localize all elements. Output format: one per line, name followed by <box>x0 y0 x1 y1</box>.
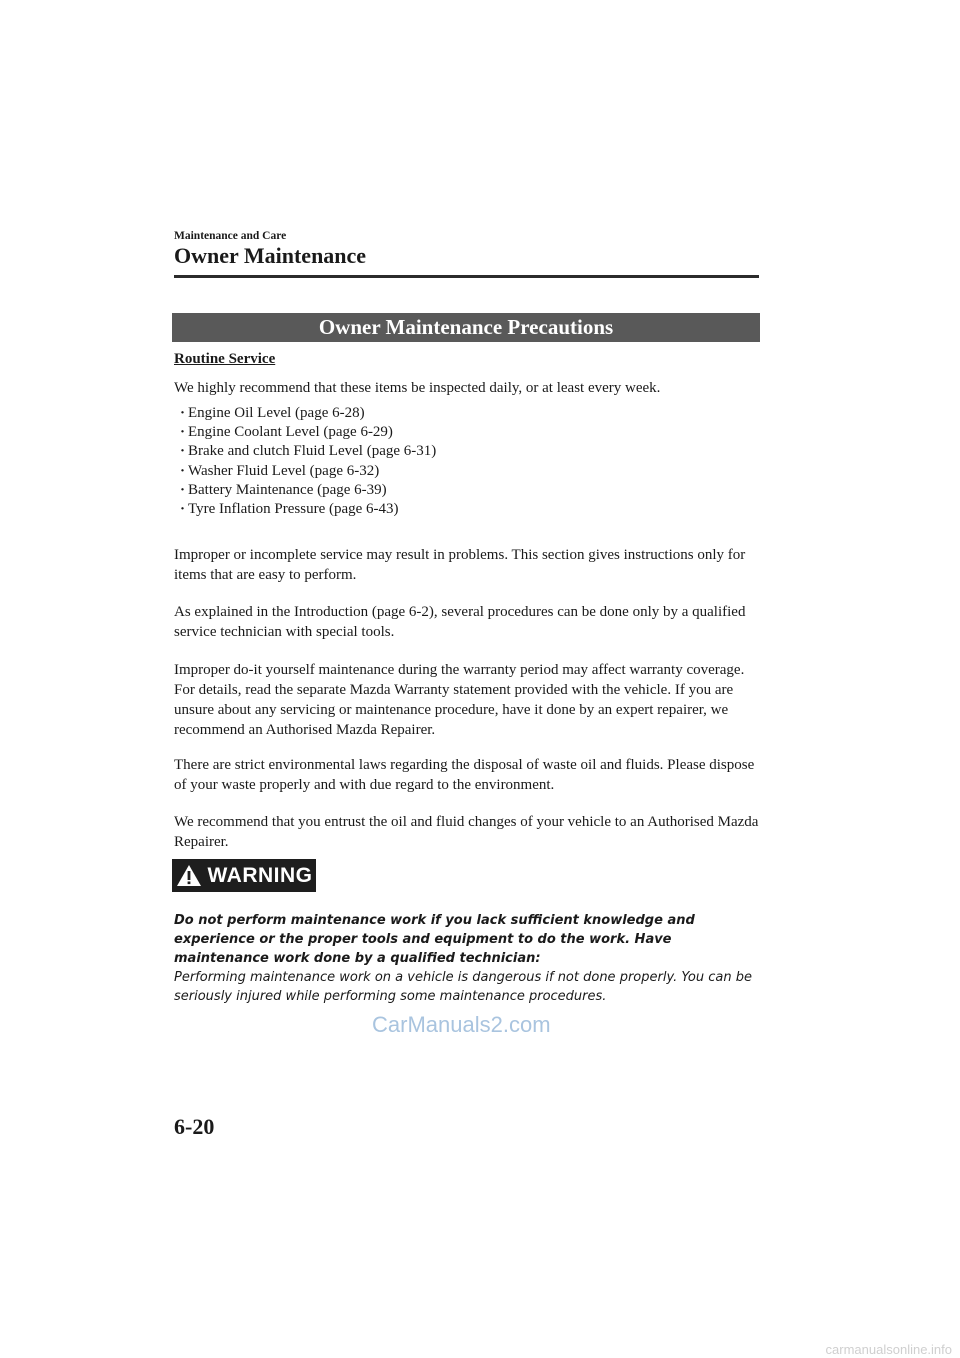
bullet-icon: · <box>180 405 186 421</box>
warning-italic-text: Performing maintenance work on a vehicle is dangerous if not done properly. You can be seriously injured while performing some maintenance procedures. <box>174 970 752 1004</box>
routine-service-intro: We highly recommend that these items be inspected daily, or at least every week. <box>174 380 661 396</box>
list-item: · Engine Oil Level (page 6-28) <box>180 405 365 421</box>
list-item: · Tyre Inflation Pressure (page 6-43) <box>180 500 399 517</box>
list-item: · Battery Maintenance (page 6-39) <box>180 481 387 498</box>
title-divider <box>174 275 759 278</box>
body-paragraph: There are strict environmental laws regarding the disposal of waste oil and fluids. Please dispose of your waste properly and with due regard to the environment. <box>174 757 755 793</box>
bullet-icon: · <box>180 443 186 460</box>
body-paragraph: As explained in the Introduction (page 6-2), several procedures can be done only by a qualified service technician with special tools. <box>174 604 746 640</box>
list-item: · Engine Coolant Level (page 6-29) <box>180 424 393 441</box>
warning-badge <box>172 859 316 892</box>
section-label: Maintenance and Care <box>174 230 287 242</box>
bullet-icon: · <box>180 500 186 517</box>
warning-bold-text: Do not perform maintenance work if you lack sufficient knowledge and experience or the proper tools and equipment to do the work. Have maintenance work done by a qualified technician: <box>174 913 695 966</box>
bullet-icon: · <box>180 424 186 441</box>
bullet-icon: · <box>180 462 186 479</box>
chapter-title: Owner Maintenance <box>174 243 367 268</box>
bullet-icon: · <box>180 481 186 498</box>
routine-service-heading: Routine Service <box>174 351 276 367</box>
body-paragraph: Improper do-it yourself maintenance during the warranty period may affect warranty coverage. For details, read the separate Mazda Warranty statement provided with the vehicle. If you are unsure about any servicing or maintenance procedure, have it done by an expert repairer, we recommend an Authorised Mazda Repairer. <box>174 662 745 738</box>
watermark: CarManuals2.com <box>372 1012 551 1037</box>
footer-watermark: carmanualsonline.info <box>825 1342 952 1357</box>
page-number: 6-20 <box>174 1114 215 1139</box>
body-paragraph: We recommend that you entrust the oil and fluid changes of your vehicle to an Authorised Mazda Repairer. <box>174 814 759 850</box>
inspection-list <box>180 404 436 519</box>
warning-label: WARNING <box>207 863 313 887</box>
list-item: · Brake and clutch Fluid Level (page 6-31) <box>180 443 437 460</box>
warning-triangle-icon <box>176 864 202 887</box>
section-banner: Owner Maintenance Precautions <box>172 313 760 342</box>
body-paragraph: Improper or incomplete service may result in problems. This section gives instructions only for items that are easy to perform. <box>174 547 746 583</box>
list-item: · Washer Fluid Level (page 6-32) <box>180 462 380 479</box>
